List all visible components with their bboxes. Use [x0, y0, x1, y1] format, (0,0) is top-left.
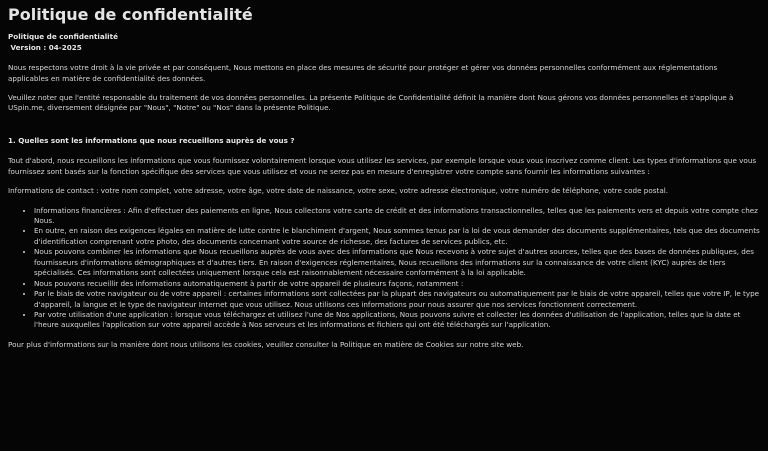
- contact-information-paragraph: Informations de contact : votre nom complet, votre adresse, votre âge, votre date de naissance, votre sexe, votre adresse électronique, votre numéro de téléphone, votre code postal.: [8, 186, 669, 196]
- list-item: • Nous pouvons combiner les informations que Nous recueillons auprès de vous avec des informations que Nous recevons à votre sujet d'autres sources, telles que des bases de données publiques, des fournisseurs d'informations démographiques et d'autres tiers. En raison d'exigences réglementaires, Nous recueillons des informations sur la connaissance de votre client (KYC) auprès de tiers spécialisés. Ces informations sont collectées uniquement lorsque cela est raisonnablement nécessaire conformément à la loi applicable.: [34, 247, 760, 278]
- cookies-paragraph: Pour plus d'informations sur la manière dont nous utilisons les cookies, veuillez consulter la Politique en matière de Cookies sur notre site web.: [8, 339, 524, 349]
- list-item: • Par le biais de votre navigateur ou de votre appareil : certaines informations sont collectées par la plupart des navigateurs ou automatiquement par le biais de votre appareil, telles que votre IP, le type d'appareil, la langue et le type de navigateur Internet que vous utilisez. Nous utilisons ces informations pour nous assurer que nos services fonctionnent correctement.: [34, 289, 760, 310]
- list-item: • Nous pouvons recueillir des informations automatiquement à partir de votre appareil de plusieurs façons, notamment :: [34, 279, 760, 289]
- information-list: [8, 206, 760, 331]
- section-1-paragraph-1: Tout d'abord, nous recueillons les informations que vous fournissez volontairement lorsque vous utilisez les services, par exemple lorsque vous vous inscrivez comme client. Les types d'informations que vous fournissez sont basés sur la fonction spécifique des services que vous utilisez et vous ne serez pas en mesure d'enregistrer votre compte sans fournir les informations suivantes :: [8, 156, 757, 176]
- intro-paragraph-1: Nous respectons votre droit à la vie privée et par conséquent, Nous mettons en place des mesures de sécurité pour protéger et gérer vos données personnelles conformément aux réglementations applicables en matière de confidentialité des données.: [8, 63, 718, 83]
- page-title: Politique de confidentialité: [8, 5, 253, 24]
- intro-paragraph-2: Veuillez noter que l'entité responsable du traitement de vos données personnelles. La présente Politique de Confidentialité définit la manière dont Nous gérons vos données personnelles et s'applique à USpin.me, diversement désignée par "Nous", "Notre" ou "Nos" dans la présente Politique.: [8, 92, 734, 113]
- list-item: • Informations financières : Afin d'effectuer des paiements en ligne, Nous collectons votre carte de crédit et des informations transactionnelles, telles que les paiements vers et depuis votre compte chez Nous.: [34, 206, 760, 227]
- section-1-heading: 1. Quelles sont les informations que nous recueillons auprès de vous ?: [8, 135, 295, 145]
- list-item: • En outre, en raison des exigences légales en matière de lutte contre le blanchiment d'argent, Nous sommes tenus par la loi de vous demander des documents supplémentaires, tels que des documents d'identification comprenant votre photo, des documents concernant votre source de richesse, des factures de services publics, etc.: [34, 226, 760, 247]
- document-title: Politique de confidentialité: [8, 32, 118, 42]
- version-label: Version : 04-2025: [8, 42, 82, 52]
- list-item: • Par votre utilisation d'une application : lorsque vous téléchargez et utilisez l'une de Nos applications, Nous pouvons suivre et collecter les données d'utilisation de l'application, telles que la date et l'heure auxquelles l'application sur votre appareil accède à Nos serveurs et les informations et fichiers qui ont été téléchargés sur l'application.: [34, 310, 760, 331]
